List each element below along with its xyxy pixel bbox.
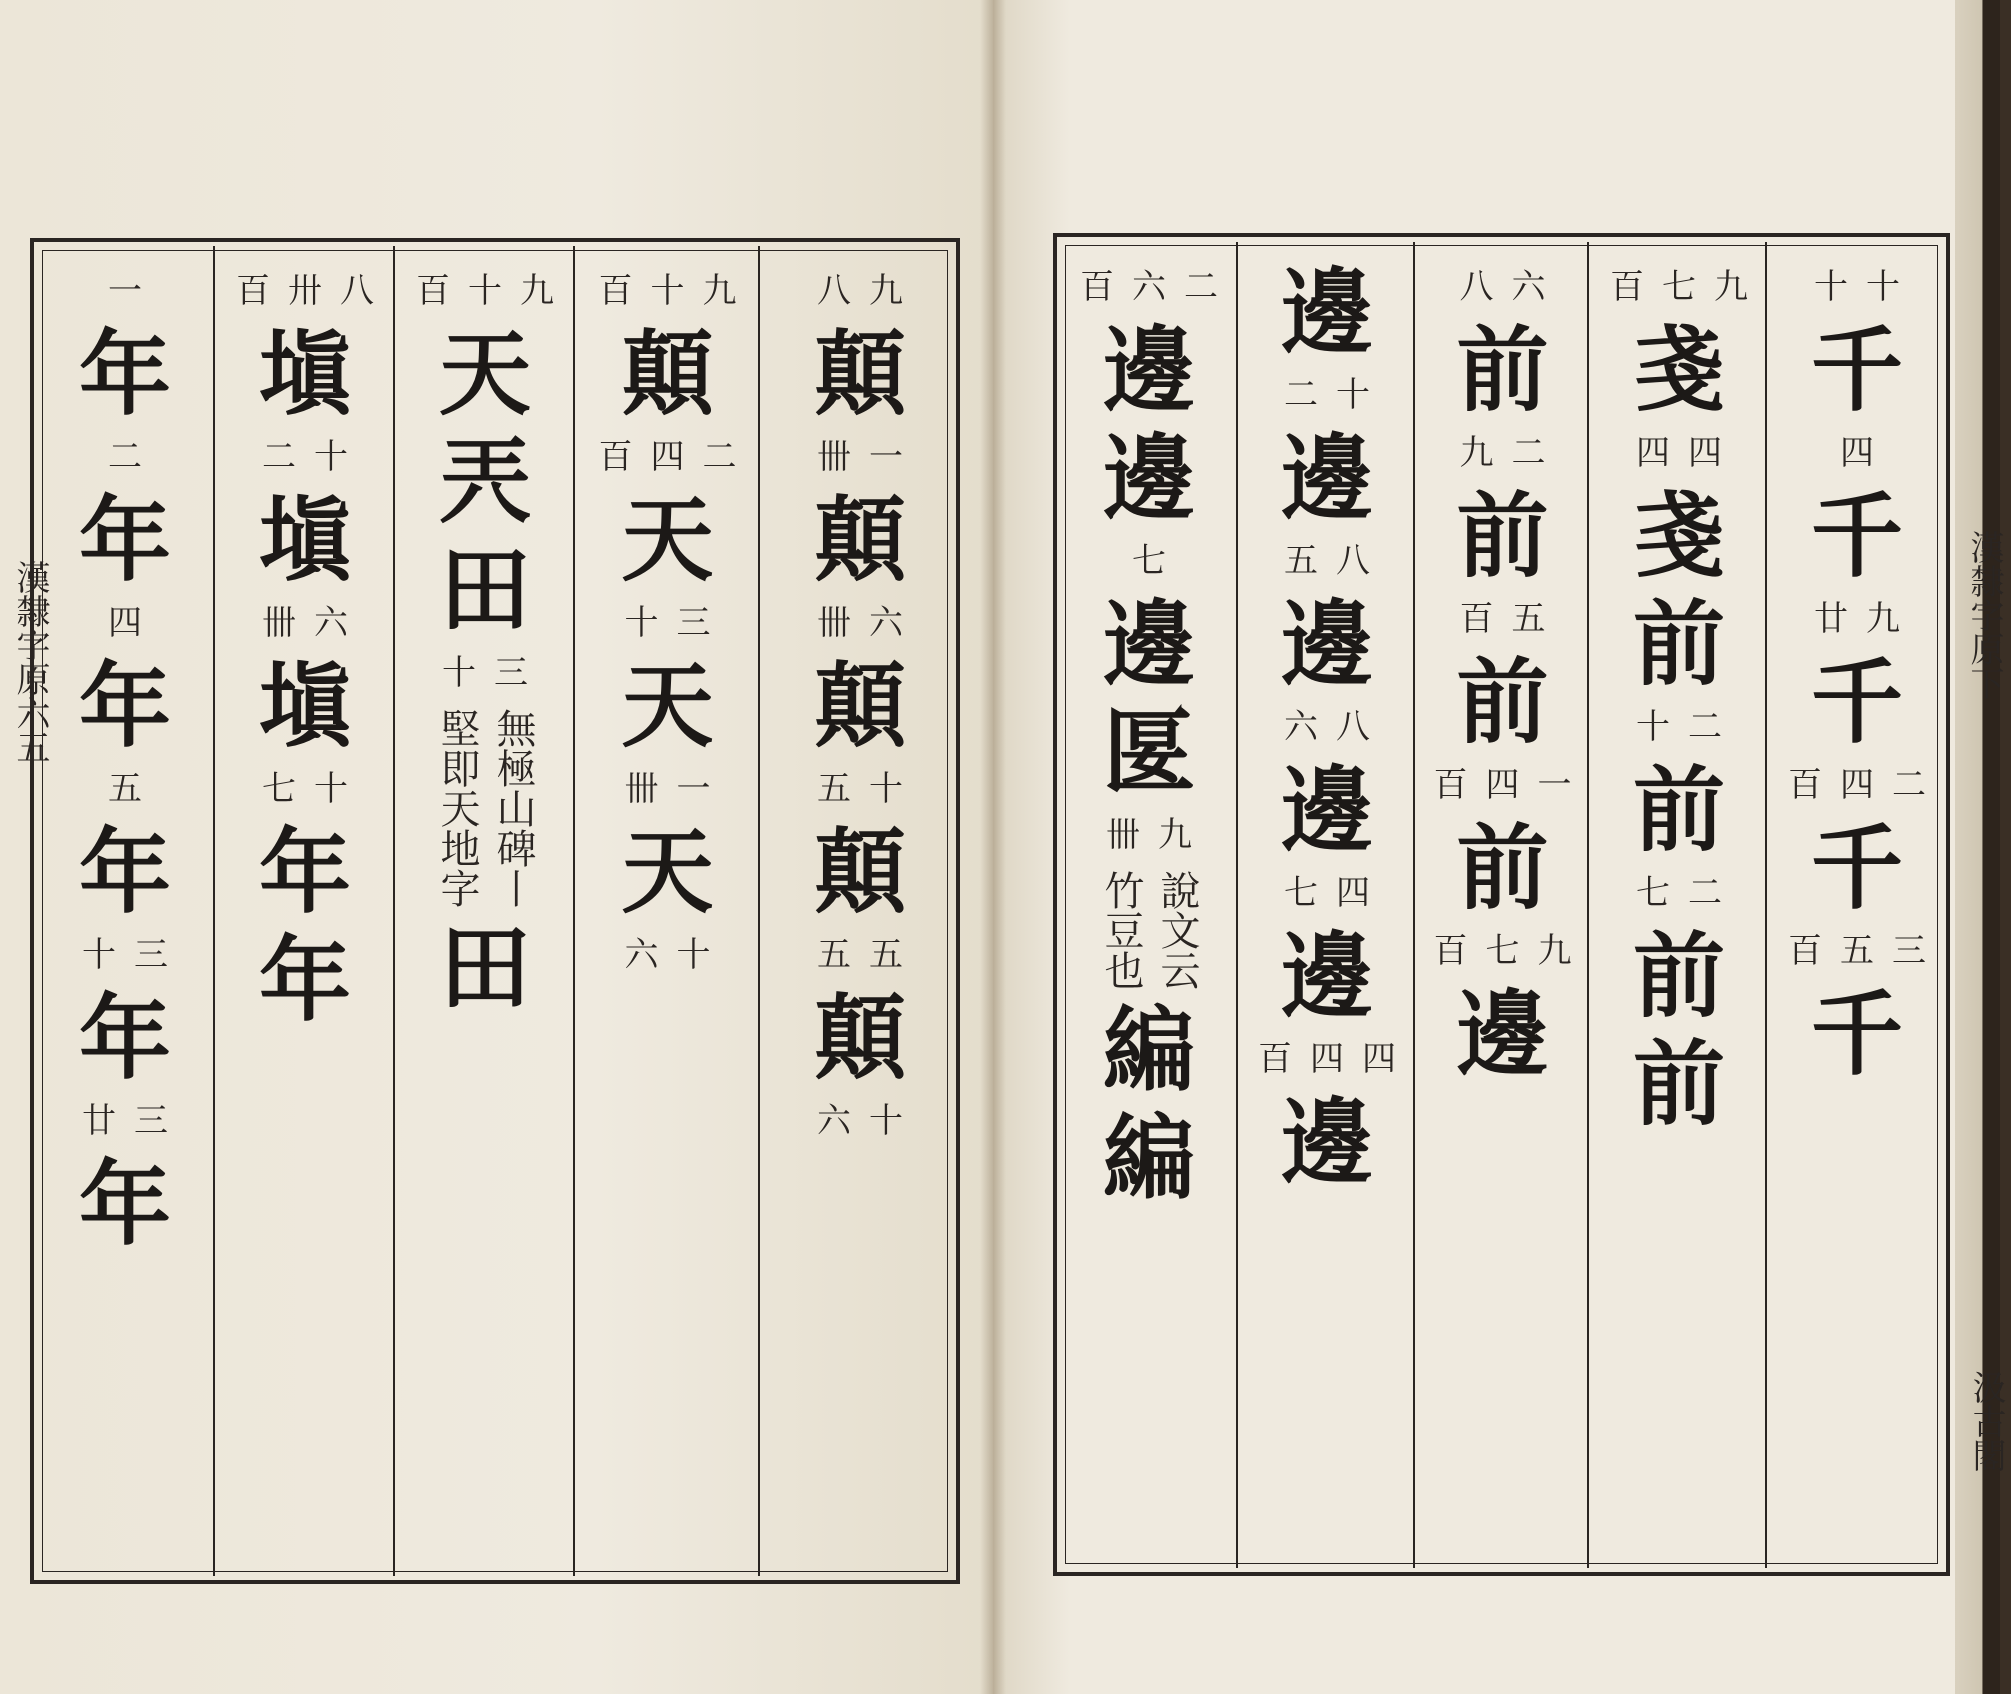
glyph-entry (1811, 482, 1903, 648)
note-character: 五 (816, 769, 851, 809)
note-character: 三 (676, 603, 711, 643)
glyph-source-note (816, 437, 903, 477)
clerical-glyph: 年 (78, 320, 171, 428)
glyph-source-note (1459, 599, 1546, 639)
note-character: 八 (340, 271, 374, 311)
glyph-entry (79, 818, 171, 984)
clerical-glyph: 邊 (1102, 316, 1195, 424)
note-character: 四 (1635, 433, 1670, 473)
column-top-note (1080, 267, 1218, 307)
glyph-entry (1456, 316, 1548, 482)
glyph-source-note (624, 935, 711, 975)
note-character: 百 (1459, 599, 1494, 639)
clerical-glyph: 顛 (813, 984, 906, 1092)
note-character: 十 (313, 769, 348, 809)
left-page-column (580, 262, 755, 1562)
clerical-glyph: 編 (1102, 1104, 1195, 1212)
clerical-glyph: 塡 (258, 320, 351, 428)
note-character: 二 (702, 437, 737, 477)
note-character: 百 (236, 271, 270, 311)
note-character: 廿 (1813, 599, 1848, 639)
right-page-column (1594, 258, 1764, 1558)
note-character: 十 (441, 653, 476, 693)
glyph-entry (79, 486, 171, 652)
left-page-column (220, 262, 390, 1562)
note-character: 百 (1788, 931, 1822, 971)
clerical-glyph: 邊 (1280, 756, 1373, 864)
clerical-glyph: 塡 (258, 652, 351, 760)
column-rule (213, 246, 215, 1576)
clerical-glyph: 千 (1810, 648, 1903, 756)
column-top-note (1459, 267, 1546, 307)
glyph-source-note (107, 769, 142, 809)
clerical-glyph: 戔 (1632, 316, 1725, 424)
note-character: 五 (868, 935, 903, 975)
note-character: 百 (1080, 267, 1114, 307)
note-character: 十 (313, 437, 348, 477)
glyph-entry (1103, 698, 1195, 864)
note-character: 卌 (261, 603, 296, 643)
glyph-entry (1633, 482, 1725, 590)
glyph-entry (1434, 814, 1572, 980)
column-top-note (1610, 267, 1748, 307)
column-top-note (1814, 267, 1900, 307)
note-character: 百 (1433, 931, 1468, 971)
glyph-entry (621, 652, 713, 818)
note-character: 六 (1283, 707, 1318, 747)
note-character: 十 (624, 603, 659, 643)
glyph-entry (1456, 980, 1548, 1088)
clerical-glyph: 千 (1810, 814, 1903, 922)
glyph-entry (79, 652, 171, 818)
note-character: 五 (107, 769, 142, 809)
glyph-entry (1103, 424, 1195, 590)
note-character: 卌 (816, 603, 851, 643)
glyph-entry (79, 320, 171, 486)
glyph-entry (1811, 980, 1903, 1088)
glyph-entry (814, 818, 906, 984)
glyph-source-note (81, 935, 168, 975)
note-character: 一 (868, 437, 903, 477)
glyph-entry (1103, 590, 1195, 698)
note-character: 二 (1687, 707, 1722, 747)
annotation-line: 竹豆也 (1098, 870, 1144, 990)
note-character: 七 (1662, 267, 1696, 307)
note-character: 四 (1335, 873, 1370, 913)
glyph-source-note (441, 653, 528, 693)
note-character: 十 (868, 769, 903, 809)
glyph-source-note (1433, 765, 1572, 805)
note-character: 十 (1635, 707, 1670, 747)
note-character: 一 (1537, 765, 1572, 805)
note-character: 十 (676, 935, 711, 975)
clerical-glyph: 田 (438, 536, 531, 644)
glyph-entry (439, 914, 531, 1022)
note-character: 二 (107, 437, 142, 477)
clerical-glyph: 邊 (1102, 424, 1195, 532)
glyph-source-note (1283, 707, 1370, 747)
glyph-entry (259, 652, 351, 818)
column-rule (573, 246, 575, 1576)
note-character: 七 (1131, 541, 1166, 581)
clerical-glyph: 顛 (813, 818, 906, 926)
glyph-entry (1103, 316, 1195, 424)
clerical-glyph: 年 (78, 652, 171, 760)
glyph-source-note (1813, 599, 1900, 639)
left-margin-label: 漢隸字原六五 (10, 560, 50, 764)
glyph-source-note (816, 603, 903, 643)
note-character: 八 (1335, 541, 1370, 581)
clerical-glyph: 顛 (813, 320, 906, 428)
clerical-glyph: 年 (258, 926, 351, 1034)
note-character: 九 (1865, 599, 1900, 639)
column-top-note (416, 271, 554, 311)
note-character: 六 (868, 603, 903, 643)
note-character: 六 (1132, 267, 1166, 307)
note-character: 十 (650, 271, 685, 311)
glyph-source-note (1839, 433, 1874, 473)
note-character: 卌 (816, 437, 851, 477)
clerical-glyph: 邊 (1280, 590, 1373, 698)
glyph-source-note (1635, 707, 1722, 747)
column-top-note (236, 271, 374, 311)
column-top-note (108, 271, 142, 311)
clerical-glyph: 邊 (1102, 590, 1195, 698)
glyph-entry (439, 536, 531, 702)
glyph-source-note (1788, 931, 1926, 971)
right-page-column (1243, 258, 1411, 1558)
note-character: 四 (1687, 433, 1722, 473)
note-character: 四 (1839, 433, 1874, 473)
note-character: 九 (1459, 433, 1494, 473)
glyph-entry (814, 486, 906, 652)
glyph-source-note (107, 603, 142, 643)
note-character: 百 (598, 271, 633, 311)
glyph-source-note (816, 769, 903, 809)
note-character: 六 (816, 1101, 851, 1141)
note-character: 三 (493, 653, 528, 693)
note-character: 八 (1459, 267, 1494, 307)
column-annotation (1098, 870, 1200, 990)
publisher-label: 汲古閣 (1966, 1370, 2006, 1472)
note-character: 百 (1610, 267, 1644, 307)
glyph-source-note (816, 935, 903, 975)
glyph-entry (1103, 996, 1195, 1104)
glyph-source-note (624, 603, 711, 643)
glyph-entry (1281, 258, 1373, 424)
note-character: 四 (1310, 1039, 1344, 1079)
column-rule (758, 246, 760, 1576)
note-character: 三 (1892, 931, 1926, 971)
glyph-entry (1281, 590, 1373, 756)
note-character: 卌 (624, 769, 659, 809)
glyph-entry (79, 984, 171, 1150)
glyph-entry (259, 818, 351, 926)
left-page-column (765, 262, 955, 1562)
glyph-entry (1281, 1088, 1373, 1196)
note-character: 百 (416, 271, 450, 311)
annotation-line: 堅即天地字 (434, 708, 480, 908)
clerical-glyph: 天 (621, 818, 714, 926)
glyph-source-note (1635, 873, 1722, 913)
note-character: 九 (702, 271, 737, 311)
glyph-entry (1633, 756, 1725, 922)
note-character: 五 (816, 935, 851, 975)
clerical-glyph: 前 (1456, 482, 1549, 590)
clerical-glyph: 年 (78, 486, 171, 594)
clerical-glyph: 前 (1456, 648, 1549, 756)
note-character: 廿 (81, 1101, 116, 1141)
note-character: 十 (868, 1101, 903, 1141)
note-character: 百 (598, 437, 633, 477)
clerical-glyph: 千 (1810, 316, 1903, 424)
glyph-source-note (107, 437, 142, 477)
clerical-glyph: 戔 (1632, 482, 1725, 590)
note-character: 九 (1157, 815, 1192, 855)
note-character: 一 (676, 769, 711, 809)
clerical-glyph: 編 (1102, 996, 1195, 1104)
glyph-entry (621, 486, 713, 652)
glyph-entry (1633, 922, 1725, 1030)
note-character: 九 (1714, 267, 1748, 307)
clerical-glyph: 千 (1810, 980, 1903, 1088)
clerical-glyph: 年 (78, 818, 171, 926)
note-character: 十 (1866, 267, 1900, 307)
clerical-glyph: 顛 (813, 486, 906, 594)
glyph-entry (1633, 590, 1725, 756)
glyph-source-note (1635, 433, 1722, 473)
note-character: 五 (1283, 541, 1318, 581)
glyph-entry (1788, 814, 1926, 980)
note-character: 七 (1283, 873, 1318, 913)
note-character: 二 (1687, 873, 1722, 913)
glyph-entry (259, 486, 351, 652)
clerical-glyph: 前 (1632, 922, 1725, 1030)
right-page-column (1772, 258, 1942, 1558)
glyph-entry (814, 984, 906, 1150)
clerical-glyph: 邊 (1280, 922, 1373, 1030)
glyph-entry (439, 320, 531, 428)
column-top-note (817, 271, 903, 311)
glyph-entry (1281, 756, 1373, 922)
glyph-source-note (1283, 873, 1370, 913)
note-character: 百 (1258, 1039, 1292, 1079)
clerical-glyph: 匽 (1102, 698, 1195, 806)
note-character: 二 (1892, 765, 1926, 805)
right-page-column (1065, 258, 1233, 1558)
note-character: 十 (81, 935, 116, 975)
glyph-source-note (1459, 433, 1546, 473)
clerical-glyph: 邊 (1280, 258, 1373, 366)
clerical-glyph: 邊 (1280, 1088, 1373, 1196)
column-annotation (434, 708, 536, 908)
note-character: 三 (133, 1101, 168, 1141)
note-character: 七 (1485, 931, 1520, 971)
clerical-glyph: 塡 (258, 486, 351, 594)
note-character: 四 (1840, 765, 1874, 805)
glyph-source-note (261, 603, 348, 643)
column-rule (393, 246, 395, 1576)
glyph-entry (259, 926, 351, 1034)
clerical-glyph: 邊 (1280, 424, 1373, 532)
glyph-source-note (598, 437, 737, 477)
note-character: 四 (650, 437, 685, 477)
note-character: 二 (1511, 433, 1546, 473)
glyph-source-note (261, 769, 348, 809)
annotation-line: 說文云 (1154, 870, 1200, 990)
annotation-line: 無極山碑丨 (490, 708, 536, 908)
clerical-glyph: 天 (621, 486, 714, 594)
glyph-source-note (816, 1101, 903, 1141)
clerical-glyph: 天 (621, 652, 714, 760)
right-margin-label: 漢隸字原下 (1964, 530, 2004, 700)
note-character: 十 (1335, 375, 1370, 415)
glyph-source-note (624, 769, 711, 809)
note-character: 九 (869, 271, 903, 311)
glyph-entry (1103, 1104, 1195, 1212)
glyph-source-note (1788, 765, 1926, 805)
glyph-entry (1811, 316, 1903, 482)
clerical-glyph: 年 (258, 818, 351, 926)
column-rule (1236, 242, 1238, 1568)
clerical-glyph: 年 (78, 1150, 171, 1258)
column-top-note (598, 271, 737, 311)
glyph-entry (599, 320, 737, 486)
clerical-glyph: 前 (1632, 590, 1725, 698)
note-character: 九 (520, 271, 554, 311)
glyph-entry (814, 652, 906, 818)
clerical-glyph: 田 (438, 914, 531, 1022)
note-character: 二 (1283, 375, 1318, 415)
clerical-glyph: 前 (1456, 814, 1549, 922)
note-character: 四 (1485, 765, 1520, 805)
glyph-entry (1434, 648, 1572, 814)
note-character: 九 (1537, 931, 1572, 971)
left-page-column (400, 262, 570, 1562)
clerical-glyph: 兲 (438, 428, 531, 536)
glyph-source-note (1433, 931, 1572, 971)
glyph-entry (1633, 316, 1725, 482)
note-character: 八 (817, 271, 851, 311)
glyph-source-note (1105, 815, 1192, 855)
clerical-glyph: 邊 (1456, 980, 1549, 1088)
note-character: 八 (1335, 707, 1370, 747)
glyph-source-note (261, 437, 348, 477)
note-character: 百 (1433, 765, 1468, 805)
glyph-source-note (1283, 541, 1370, 581)
note-character: 五 (1511, 599, 1546, 639)
clerical-glyph: 千 (1810, 482, 1903, 590)
glyph-entry (1788, 648, 1926, 814)
glyph-entry (439, 428, 531, 536)
glyph-entry (1633, 1030, 1725, 1138)
note-character: 七 (261, 769, 296, 809)
note-character: 二 (261, 437, 296, 477)
clerical-glyph: 前 (1632, 756, 1725, 864)
glyph-entry (621, 818, 713, 984)
glyph-entry (259, 320, 351, 486)
note-character: 六 (624, 935, 659, 975)
glyph-entry (1281, 424, 1373, 590)
glyph-entry (814, 320, 906, 486)
glyph-source-note (1283, 375, 1370, 415)
glyph-source-note (1258, 1039, 1396, 1079)
right-page-column (1420, 258, 1585, 1558)
note-character: 卌 (1105, 815, 1140, 855)
book-fold (980, 0, 1006, 1694)
clerical-glyph: 顛 (621, 320, 714, 428)
glyph-source-note (1131, 541, 1166, 581)
column-rule (1587, 242, 1589, 1568)
glyph-entry (1456, 482, 1548, 648)
note-character: 百 (1788, 765, 1822, 805)
left-page-column (40, 262, 210, 1562)
note-character: 四 (1362, 1039, 1396, 1079)
glyph-entry (1258, 922, 1396, 1088)
note-character: 十 (468, 271, 502, 311)
note-character: 六 (1511, 267, 1546, 307)
note-character: 六 (313, 603, 348, 643)
glyph-entry (79, 1150, 171, 1258)
note-character: 三 (133, 935, 168, 975)
clerical-glyph: 天 (438, 320, 531, 428)
note-character: 五 (1840, 931, 1874, 971)
clerical-glyph: 顛 (813, 652, 906, 760)
clerical-glyph: 前 (1632, 1030, 1725, 1138)
note-character: 一 (108, 271, 142, 311)
clerical-glyph: 年 (78, 984, 171, 1092)
column-rule (1765, 242, 1767, 1568)
glyph-source-note (81, 1101, 168, 1141)
note-character: 四 (107, 603, 142, 643)
clerical-glyph: 前 (1456, 316, 1549, 424)
note-character: 二 (1184, 267, 1218, 307)
note-character: 七 (1635, 873, 1670, 913)
column-rule (1413, 242, 1415, 1568)
note-character: 十 (1814, 267, 1848, 307)
note-character: 卅 (288, 271, 322, 311)
